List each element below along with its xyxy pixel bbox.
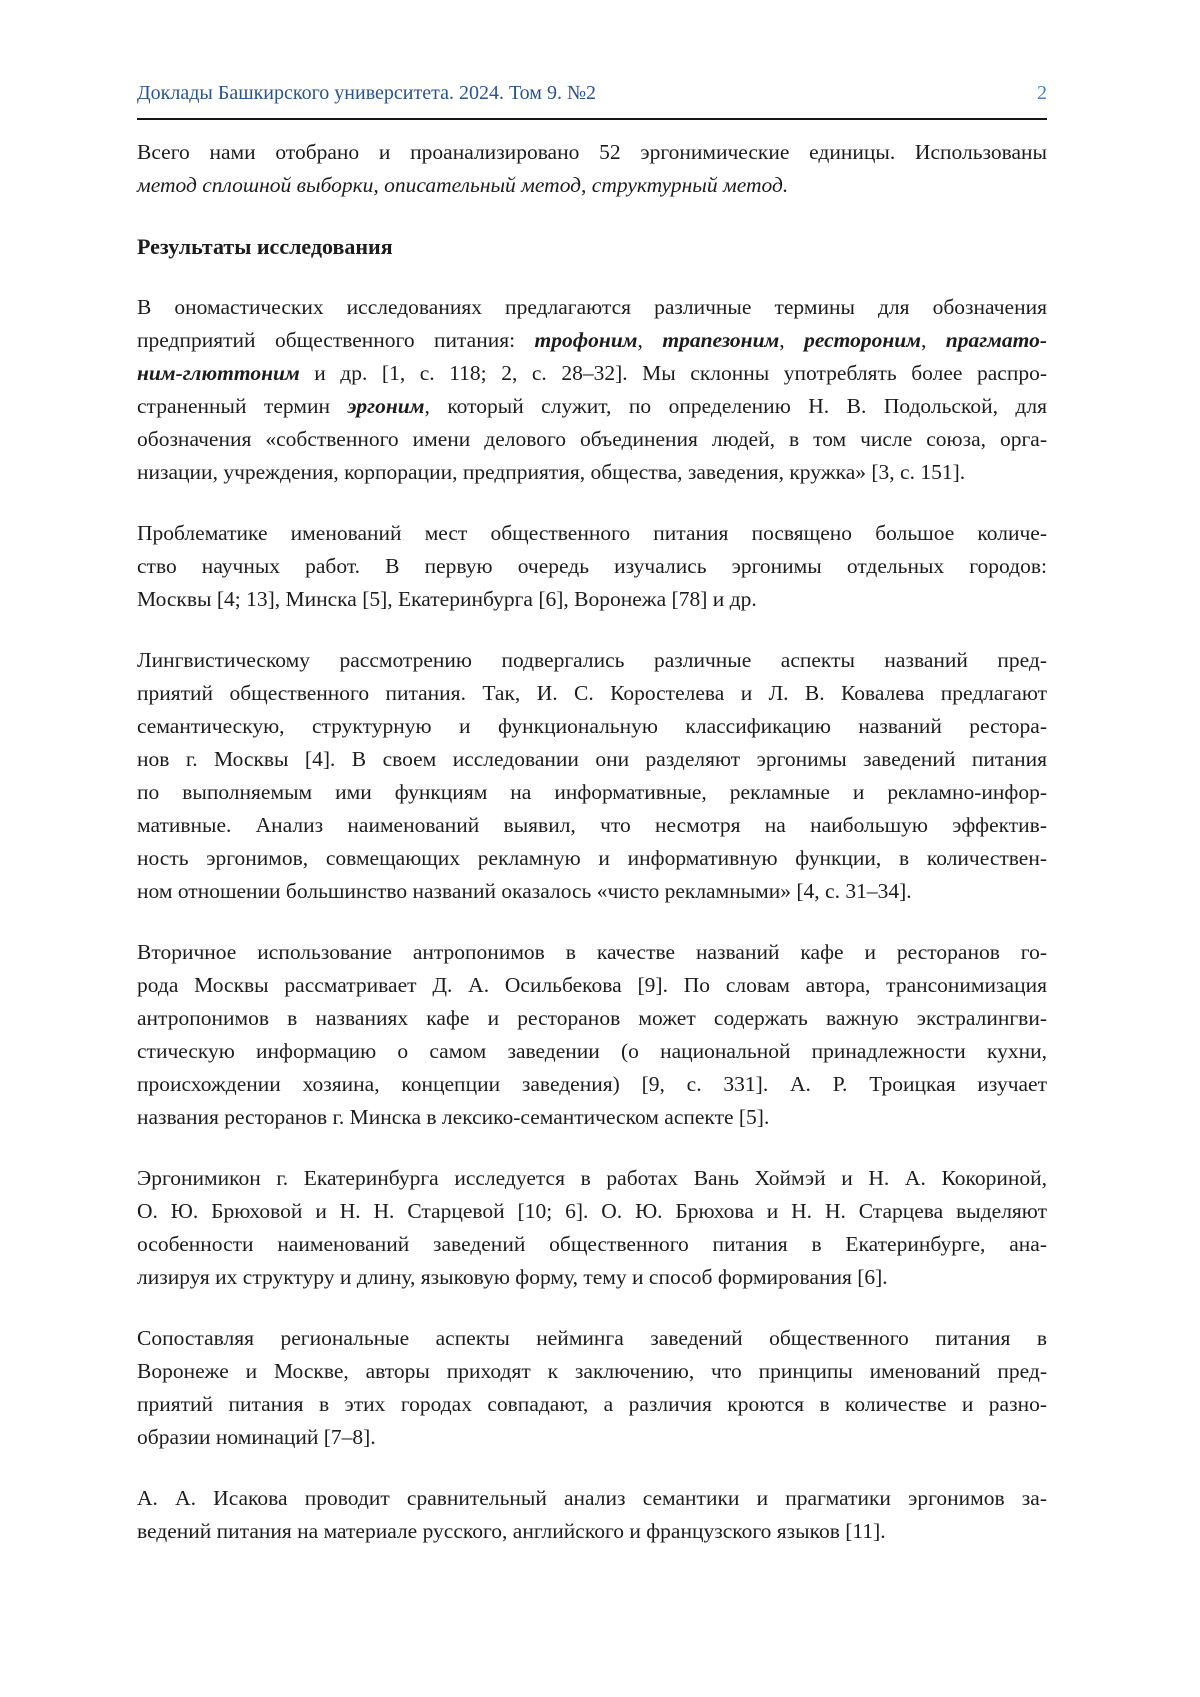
text-run: низации, учреждения, корпорации, предприятия, общества, заведения, кружка» [3, с. 151].: [137, 460, 966, 484]
text-line: [137, 743, 1047, 776]
text-line: [137, 1421, 1047, 1454]
header-rule: [137, 118, 1047, 120]
text-run: образии номинаций [7–8].: [137, 1425, 376, 1449]
text-run: ность эргонимов, совмещающих рекламную и информативную функции, в количествен-: [137, 846, 1047, 870]
text-run: эргоним: [347, 394, 425, 418]
section-heading: [137, 230, 1047, 263]
text-line: [137, 936, 1047, 969]
text-run: Москвы [4; 13], Минска [5], Екатеринбурга [6], Воронежа [78] и др.: [137, 587, 757, 611]
text-run: Воронеже и Москве, авторы приходят к заключению, что принципы именований пред-: [137, 1359, 1047, 1383]
text-run: ном отношении большинство названий оказалось «чисто рекламными» [4, с. 31–34].: [137, 879, 912, 903]
text-line: [137, 324, 1047, 357]
text-run: прагмато-: [945, 328, 1047, 352]
text-line: [137, 1228, 1047, 1261]
paragraph: [137, 1162, 1047, 1294]
text-line: [137, 1482, 1047, 1515]
text-run: О. Ю. Брюховой и Н. Н. Старцевой [10; 6]. О. Ю. Брюхова и Н. Н. Старцева выделяют: [137, 1199, 1047, 1223]
text-line: [137, 710, 1047, 743]
text-run: рестороним: [804, 328, 921, 352]
text-run: ним-глюттоним: [137, 361, 300, 385]
text-run: трофоним: [534, 328, 638, 352]
text-line: [137, 1388, 1047, 1421]
text-run: , который служит, по определению Н. В. Подольской, для: [424, 394, 1047, 418]
text-line: [137, 1322, 1047, 1355]
text-run: трапезоним: [662, 328, 780, 352]
text-line: [137, 423, 1047, 456]
text-line: [137, 644, 1047, 677]
paragraph: [137, 291, 1047, 489]
article-body: [137, 136, 1047, 1576]
text-line: [137, 677, 1047, 710]
text-run: Результаты исследования: [137, 234, 393, 259]
text-run: нов г. Москвы [4]. В своем исследовании они разделяют эргонимы заведений питания: [137, 747, 1047, 771]
text-line: [137, 809, 1047, 842]
text-run: метод сплошной выборки, описательный метод, структурный метод.: [137, 173, 789, 197]
text-line: [137, 136, 1047, 169]
text-line: [137, 357, 1047, 390]
text-run: мативные. Анализ наименований выявил, что несмотря на наибольшую эффектив-: [137, 813, 1047, 837]
text-run: антропонимов в названиях кафе и ресторанов может содержать важную экстралингви-: [137, 1006, 1047, 1030]
text-run: Сопоставляя региональные аспекты нейминга заведений общественного питания в: [137, 1326, 1047, 1350]
text-line: [137, 1068, 1047, 1101]
text-line: [137, 1035, 1047, 1068]
text-line: [137, 1515, 1047, 1548]
text-line: [137, 1002, 1047, 1035]
text-line: [137, 456, 1047, 489]
text-run: приятий общественного питания. Так, И. С. Коростелева и Л. В. Ковалева предлагают: [137, 681, 1047, 705]
text-line: [137, 517, 1047, 550]
text-run: ,: [637, 328, 663, 352]
running-header: [137, 80, 1047, 106]
text-run: страненный термин: [137, 394, 348, 418]
text-line: [137, 1101, 1047, 1134]
text-line: [137, 1355, 1047, 1388]
text-line: [137, 1195, 1047, 1228]
text-line: [137, 1162, 1047, 1195]
text-run: ство научных работ. В первую очередь изучались эргонимы отдельных городов:: [137, 554, 1047, 578]
paragraph: [137, 1322, 1047, 1454]
text-line: [137, 390, 1047, 423]
text-line: [137, 776, 1047, 809]
text-run: Всего нами отобрано и проанализировано 52 эргонимические единицы. Использованы: [137, 140, 1047, 164]
paragraph: [137, 644, 1047, 908]
text-run: рода Москвы рассматривает Д. А. Осильбекова [9]. По словам автора, трансонимизация: [137, 973, 1047, 997]
text-line: [137, 969, 1047, 1002]
text-run: особенности наименований заведений общественного питания в Екатеринбурге, ана-: [137, 1232, 1047, 1256]
text-run: Проблематике именований мест общественного питания посвящено большое количе-: [137, 521, 1047, 545]
text-run: Вторичное использование антропонимов в качестве названий кафе и ресторанов го-: [137, 940, 1047, 964]
text-line: [137, 169, 1047, 202]
text-run: названия ресторанов г. Минска в лексико-семантическом аспекте [5].: [137, 1105, 770, 1129]
text-run: обозначения «собственного имени делового объединения людей, в том числе союза, орга-: [137, 427, 1047, 451]
text-line: [137, 230, 1047, 263]
journal-title: Доклады Башкирского университета. 2024. Том 9. №2: [137, 82, 597, 104]
text-run: происхождении хозяина, концепции заведения) [9, с. 331]. А. Р. Троицкая изучает: [137, 1072, 1047, 1096]
text-run: ,: [920, 328, 946, 352]
paragraph: [137, 136, 1047, 202]
text-line: [137, 550, 1047, 583]
text-run: семантическую, структурную и функциональную классификацию названий рестора-: [137, 714, 1047, 738]
text-run: Лингвистическому рассмотрению подвергались различные аспекты названий пред-: [137, 648, 1047, 672]
text-run: по выполняемым ими функциям на информативные, рекламные и рекламно-инфор-: [137, 780, 1047, 804]
text-run: ведений питания на материале русского, английского и французского языков [11].: [137, 1519, 886, 1543]
text-run: А. А. Исакова проводит сравнительный анализ семантики и прагматики эргонимов за-: [137, 1486, 1047, 1510]
text-run: стическую информацию о самом заведении (о национальной принадлежности кухни,: [137, 1039, 1047, 1063]
text-line: [137, 875, 1047, 908]
text-run: лизируя их структуру и длину, языковую форму, тему и способ формирования [6].: [137, 1265, 888, 1289]
paragraph: [137, 936, 1047, 1134]
text-run: приятий питания в этих городах совпадают, а различия кроются в количестве и разно-: [137, 1392, 1047, 1416]
text-run: и др. [1, с. 118; 2, с. 28–32]. Мы склонны употреблять более распро-: [299, 361, 1047, 385]
paragraph: [137, 1482, 1047, 1548]
text-line: [137, 842, 1047, 875]
text-line: [137, 583, 1047, 616]
text-line: [137, 1261, 1047, 1294]
text-run: Эргонимикон г. Екатеринбурга исследуется в работах Вань Хоймэй и Н. А. Кокориной,: [137, 1166, 1047, 1190]
text-line: [137, 291, 1047, 324]
text-run: В ономастических исследованиях предлагаются различные термины для обозначения: [137, 295, 1047, 319]
paragraph: [137, 517, 1047, 616]
page-number: 2: [1037, 82, 1047, 104]
text-run: предприятий общественного питания:: [137, 328, 535, 352]
text-run: ,: [779, 328, 805, 352]
